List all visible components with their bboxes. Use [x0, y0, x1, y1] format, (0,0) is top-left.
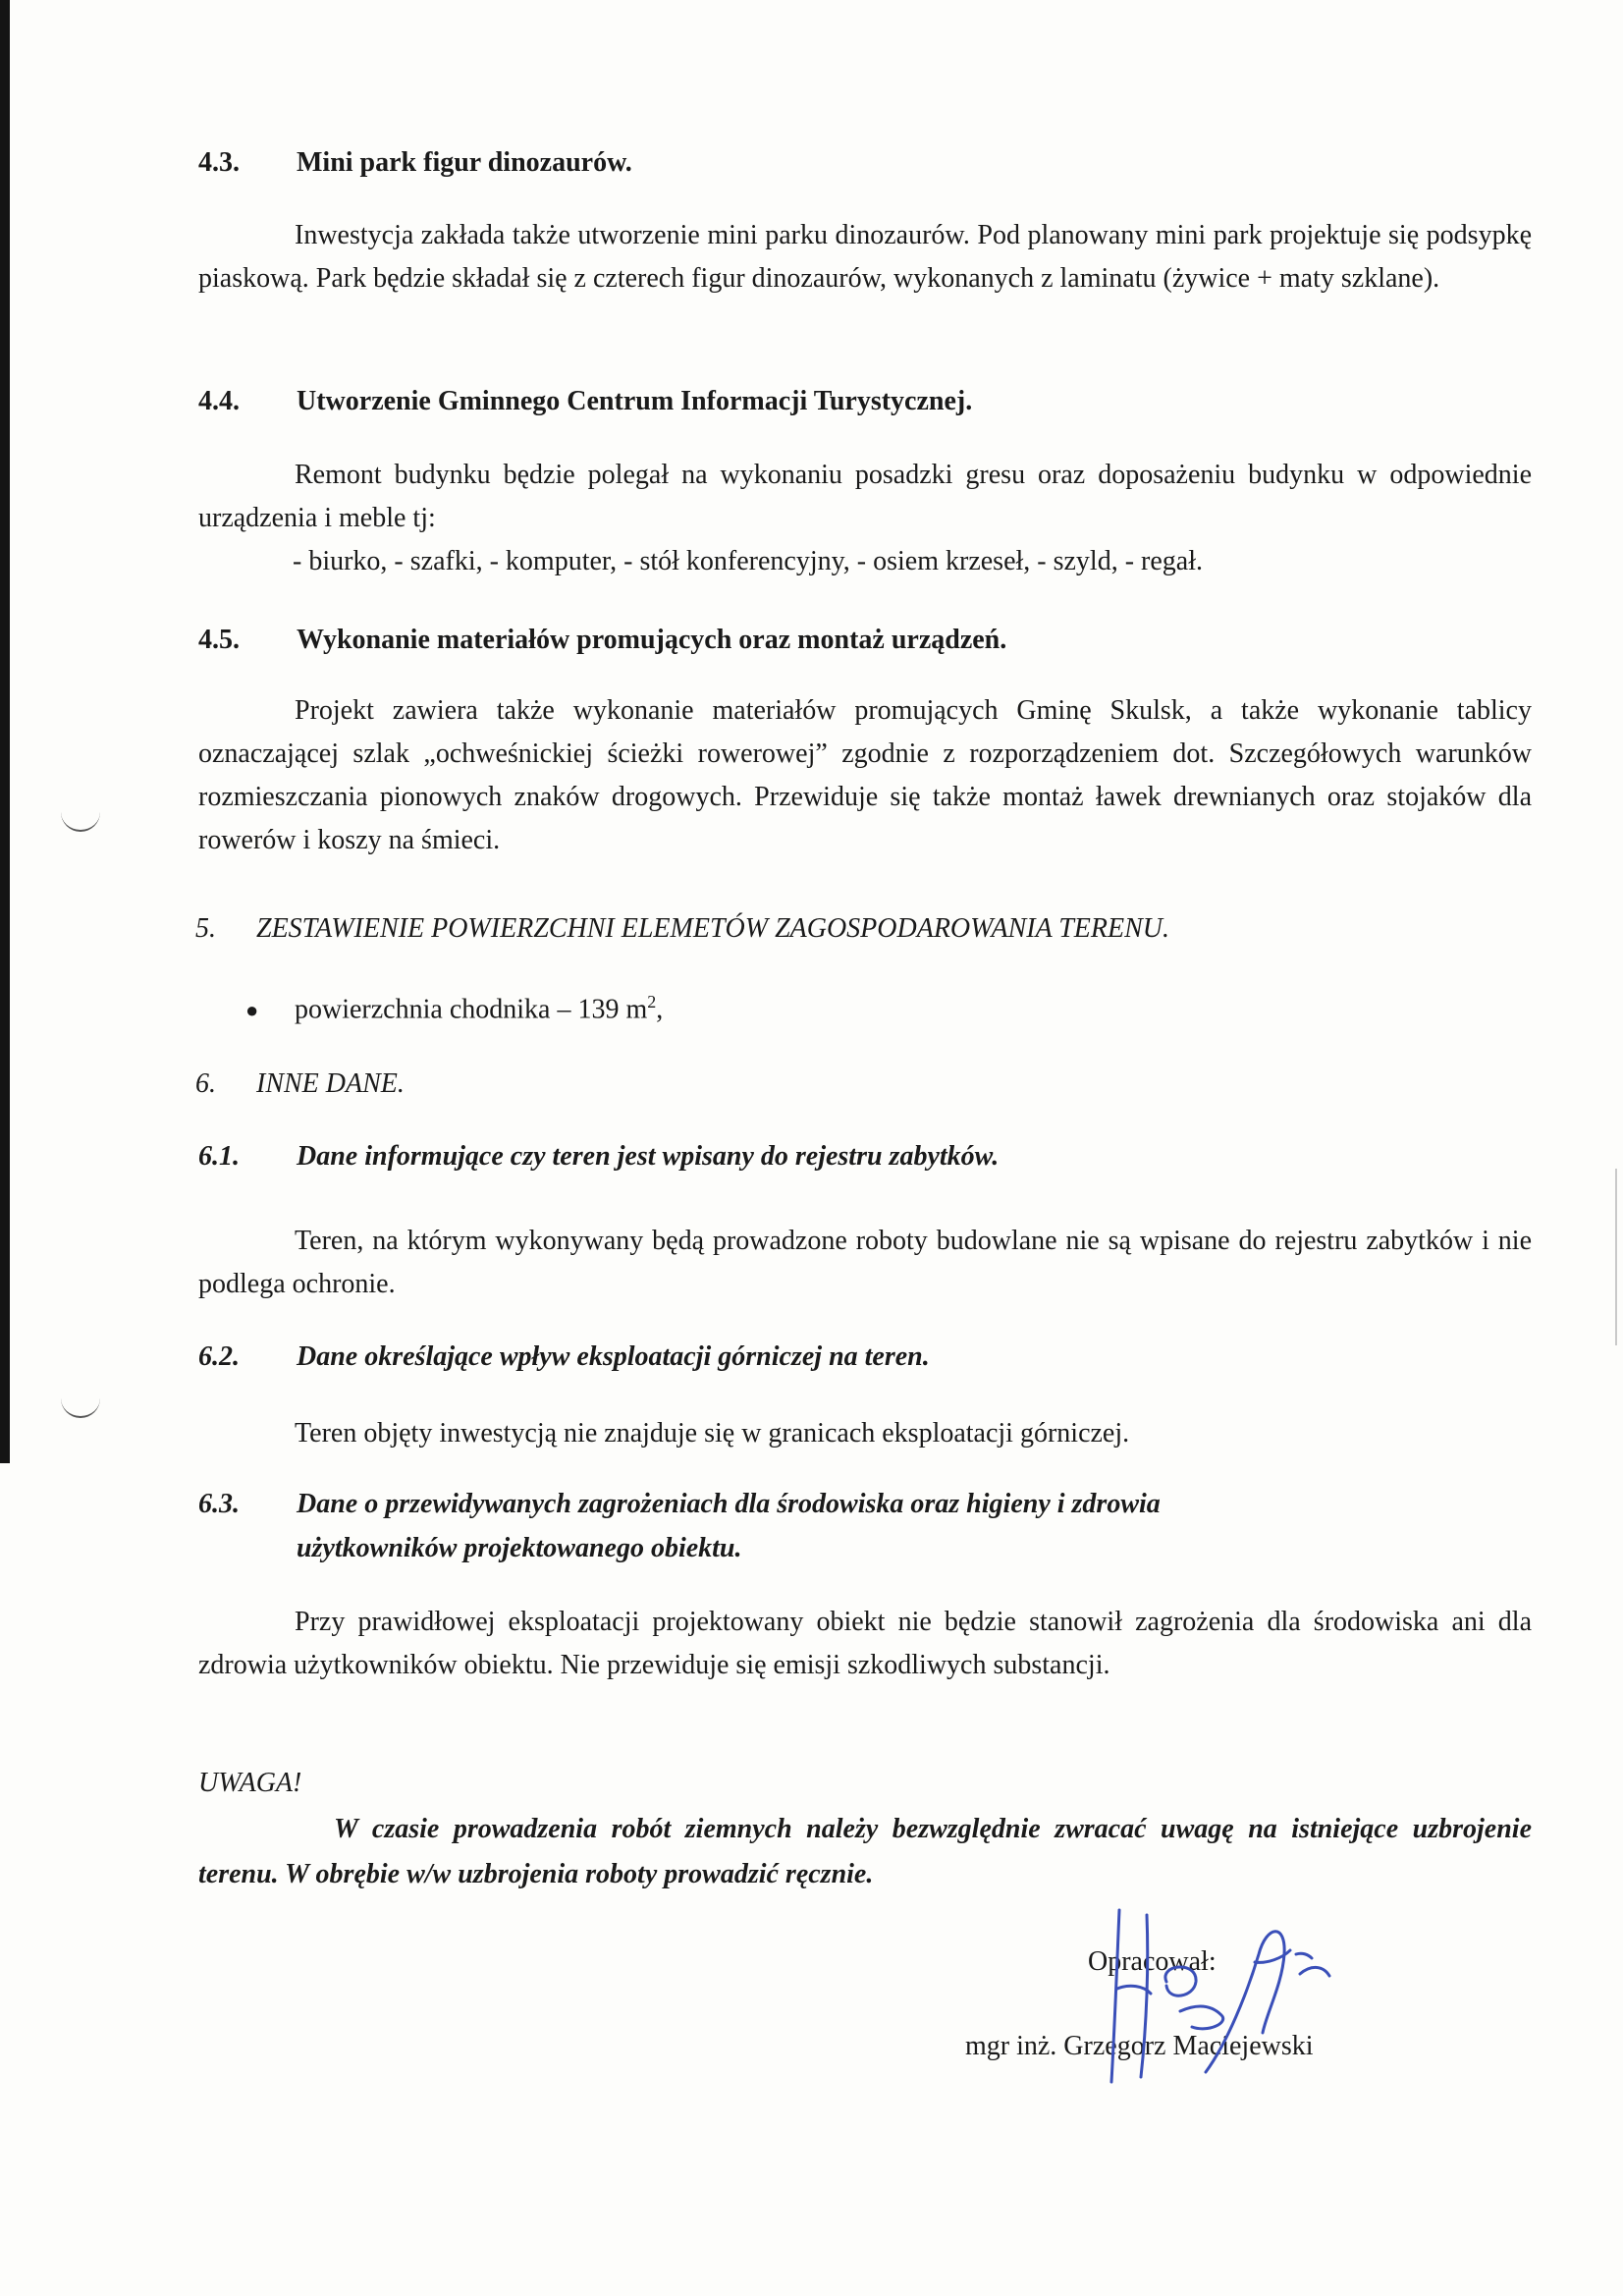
handwritten-signature — [1090, 1895, 1375, 2092]
heading-6-3-continued: użytkowników projektowanego obiektu. — [297, 1533, 742, 1563]
equipment-list: - biurko, - szafki, - komputer, - stół konferencyjny, - osiem krzeseł, - szyld, - regał. — [293, 546, 1203, 576]
heading-title: Wykonanie materiałów promujących oraz montaż urządzeń. — [297, 625, 1007, 655]
heading-4-4 — [198, 386, 972, 417]
heading-4-3 — [198, 147, 632, 179]
warning-title: UWAGA! — [198, 1768, 302, 1798]
heading-number: 4.5. — [198, 625, 240, 655]
paragraph-4-5: Projekt zawiera także wykonanie materiałów promujących Gminę Skulsk, a także wykonanie tablicy oznaczającej szlak „ochweśnickiej ścieżki rowerowej” zgodnie z rozporządzeniem dot. Szczegółowych warunków rozmieszczania pionowych znaków drogowych. Przewiduje się także montaż ławek drewnianych oraz stojaków dla rowerów i koszy na śmieci. — [198, 695, 1532, 855]
prepared-by-label: Opracował: — [1088, 1946, 1217, 1977]
heading-6-2 — [198, 1341, 930, 1373]
heading-4-5 — [198, 625, 1006, 656]
paragraph-6-2: Teren objęty inwestycją nie znajduje się w granicach eksploatacji górniczej. — [295, 1418, 1130, 1449]
heading-title: Dane o przewidywanych zagrożeniach dla środowiska oraz higieny i zdrowia — [297, 1489, 1161, 1519]
heading-6 — [195, 1068, 405, 1100]
heading-5 — [195, 913, 1169, 945]
heading-number: 6.3. — [198, 1489, 240, 1519]
heading-title: INNE DANE. — [256, 1068, 405, 1099]
heading-title: Dane informujące czy teren jest wpisany do rejestru zabytków. — [297, 1141, 1000, 1172]
heading-6-3 — [198, 1489, 1161, 1520]
heading-title: Dane określające wpływ eksploatacji górniczej na teren. — [297, 1341, 930, 1372]
heading-number: 6. — [195, 1068, 216, 1099]
warning-text: W czasie prowadzenia robót ziemnych należy bezwzględnie zwracać uwagę na istniejące uzbrojenie terenu. W obrębie w/w uzbrojenia roboty prowadzić ręcznie. — [198, 1814, 1532, 1889]
heading-title: Utworzenie Gminnego Centrum Informacji Turystycznej. — [297, 386, 973, 416]
bullet-item: ● powierzchnia chodnika – 139 $m^2$, — [245, 992, 664, 1025]
bullet-icon: ● — [245, 998, 259, 1023]
paragraph-6-3: Przy prawidłowej eksploatacji projektowany obiekt nie będzie stanowił zagrożenia dla środowiska ani dla zdrowia użytkowników obiektu. Nie przewiduje się emisji szkodliwych substancji. — [198, 1607, 1532, 1680]
heading-number: 6.2. — [198, 1341, 240, 1372]
author-name: mgr inż. Grzegorz Maciejewski — [965, 2031, 1314, 2061]
heading-title: Mini park figur dinozaurów. — [297, 147, 632, 178]
heading-6-1 — [198, 1141, 999, 1173]
paragraph-4-3: Inwestycja zakłada także utworzenie mini parku dinozaurów. Pod planowany mini park projektuje się podsypkę piaskową. Park będzie składał się z czterech figur dinozaurów, wykonanych z laminatu (żywice + maty szklane). — [198, 220, 1532, 294]
heading-number: 4.4. — [198, 386, 240, 416]
heading-number: 5. — [195, 913, 216, 944]
paragraph-6-1: Teren, na którym wykonywany będą prowadzone roboty budowlane nie są wpisane do rejestru zabytków i nie podlega ochronie. — [198, 1226, 1532, 1299]
heading-number: 6.1. — [198, 1141, 240, 1172]
heading-number: 4.3. — [198, 147, 240, 178]
paragraph-4-4: Remont budynku będzie polegał na wykonaniu posadzki gresu oraz doposażeniu budynku w odpowiednie urządzenia i meble tj: — [198, 460, 1532, 533]
heading-title: ZESTAWIENIE POWIERZCHNI ELEMETÓW ZAGOSPODAROWANIA TERENU. — [256, 913, 1170, 944]
